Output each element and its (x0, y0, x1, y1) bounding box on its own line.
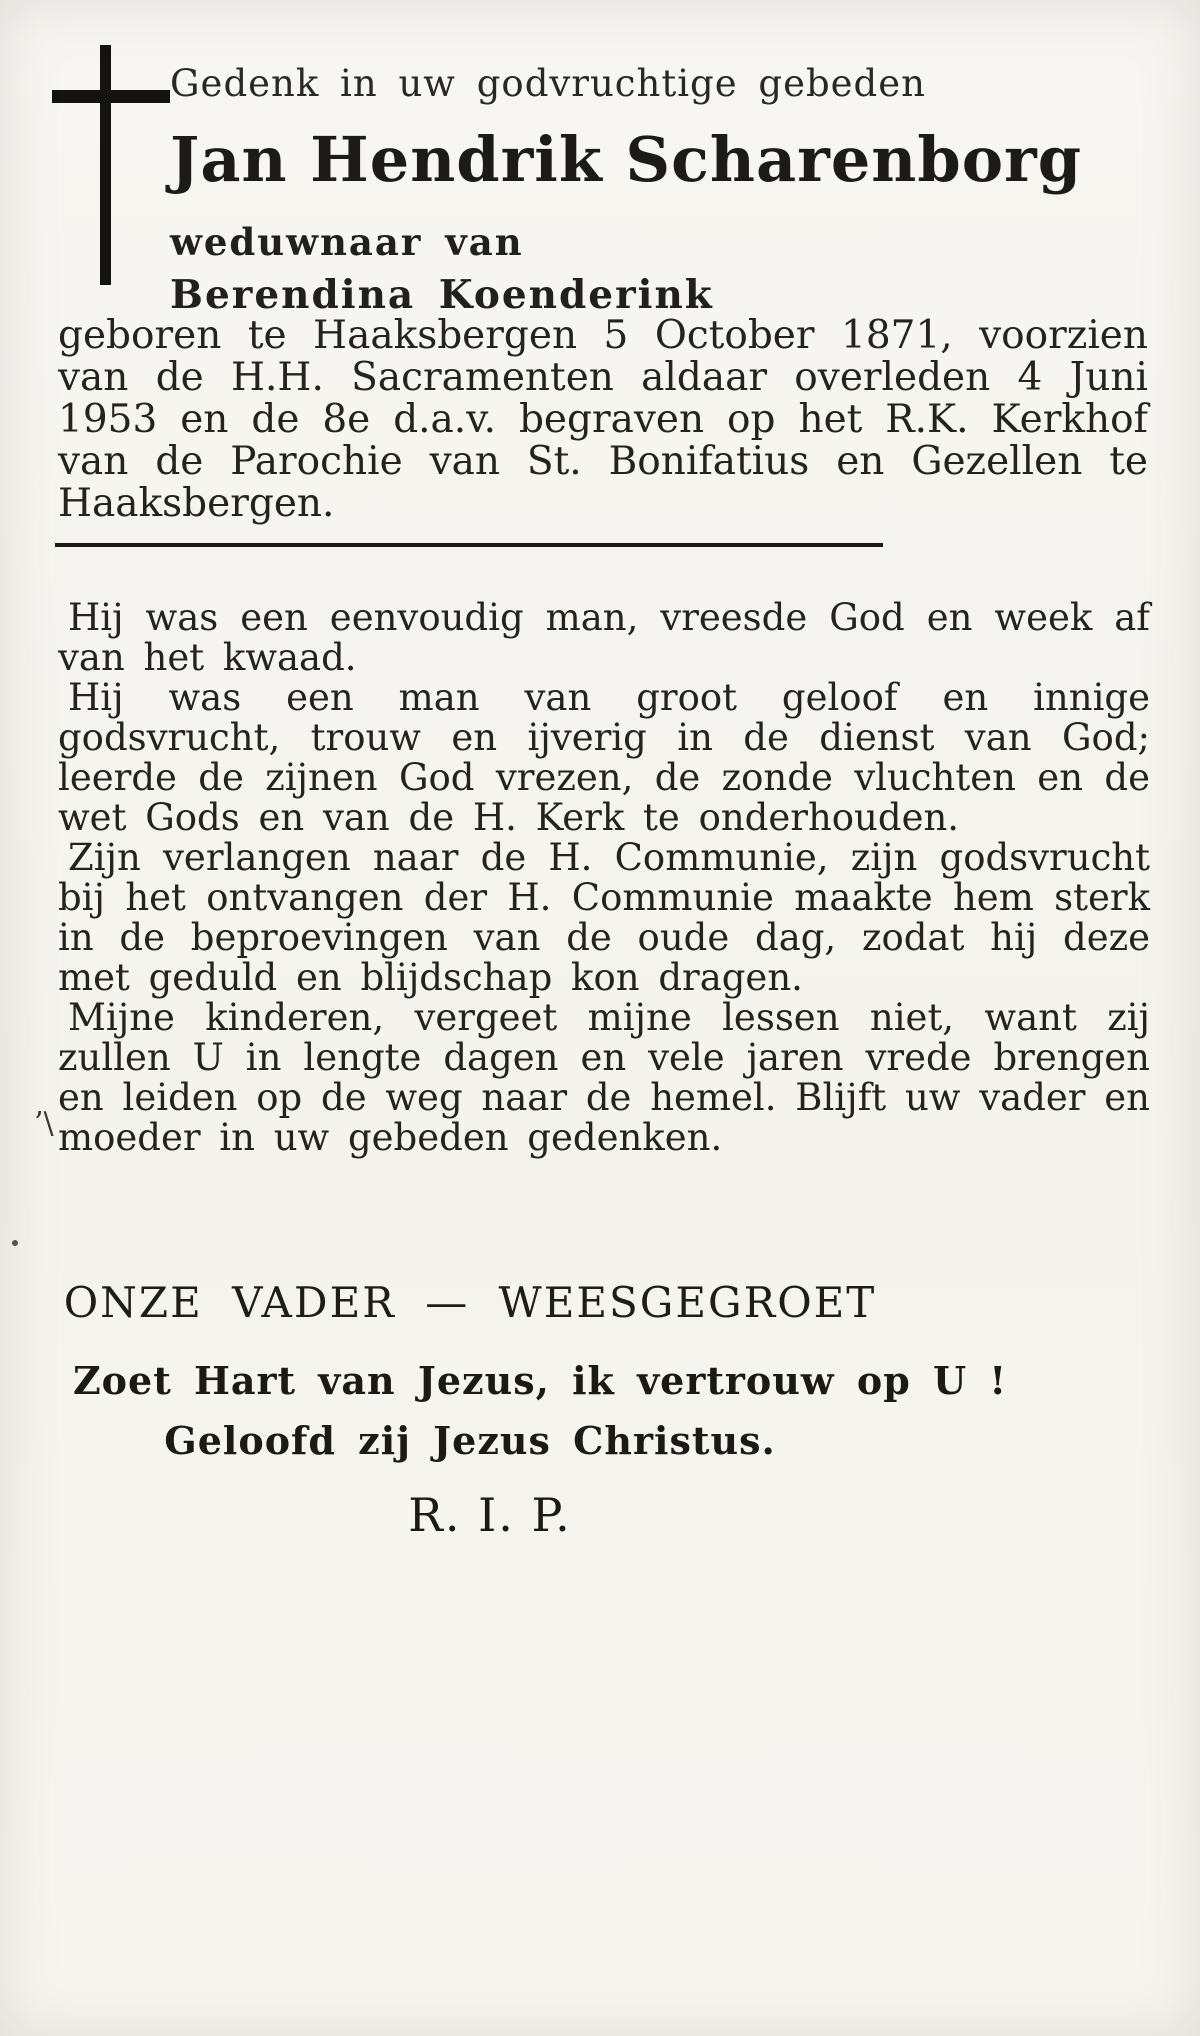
eulogy-text (58, 598, 1150, 1158)
spouse-name: Berendina Koenderink (170, 272, 714, 318)
eulogy-paragraph: Zijn verlangen naar de H. Communie, zijn godsvrucht bij het ontvangen der H. Communie maakte hem sterk in de beproevingen van de oude dag, zodat hij deze met geduld en blijdschap kon dragen. (58, 836, 1150, 999)
cross-vertical-bar (100, 45, 111, 285)
card-header (170, 62, 1180, 318)
cross-horizontal-bar (52, 90, 170, 103)
eulogy-paragraph: Hij was een eenvoudig man, vreesde God en week af van het kwaad. (58, 596, 1150, 679)
eulogy-paragraph: Mijne kinderen, vergeet mijne lessen niet, want zij zullen U in lengte dagen en vele jaren vrede brengen en leiden op de weg naar de hemel. Blijft uw vader en moeder in uw gebeden gedenken. (58, 996, 1150, 1159)
eulogy-paragraph: Hij was een man van groot geloof en innige godsvrucht, trouw en ijverig in de dienst van God; leerde de zijnen God vrezen, de zonde vluchten en de wet Gods en van de H. Kerk te onderhouden. (58, 676, 1150, 839)
invocation-sacred-heart: Zoet Hart van Jezus, ik vertrouw op U ! (72, 1358, 1008, 1403)
scan-artifact-mark: ’\ (34, 1106, 54, 1141)
deceased-name: Jan Hendrik Scharenborg (170, 123, 1083, 196)
relation-line: weduwnaar van (170, 220, 524, 264)
invocation-praised: Geloofd zij Jezus Christus. (164, 1418, 776, 1463)
biography-paragraph: geboren te Haaksbergen 5 October 1871, voorzien van de H.H. Sacramenten aldaar overleden 4 Juni 1953 en de 8e d.a.v. begraven op het R.K. Kerkhof van de Parochie van St. Bonifatius en Gezellen te Haaksbergen. (58, 313, 1148, 526)
rip-text: R. I. P. (408, 1488, 572, 1542)
prayers-line: ONZE VADER — WEESGEGROET (63, 1278, 877, 1327)
intro-line: Gedenk in uw godvruchtige gebeden (170, 62, 926, 105)
divider-line (55, 543, 883, 547)
scan-artifact-dot (12, 1240, 18, 1246)
